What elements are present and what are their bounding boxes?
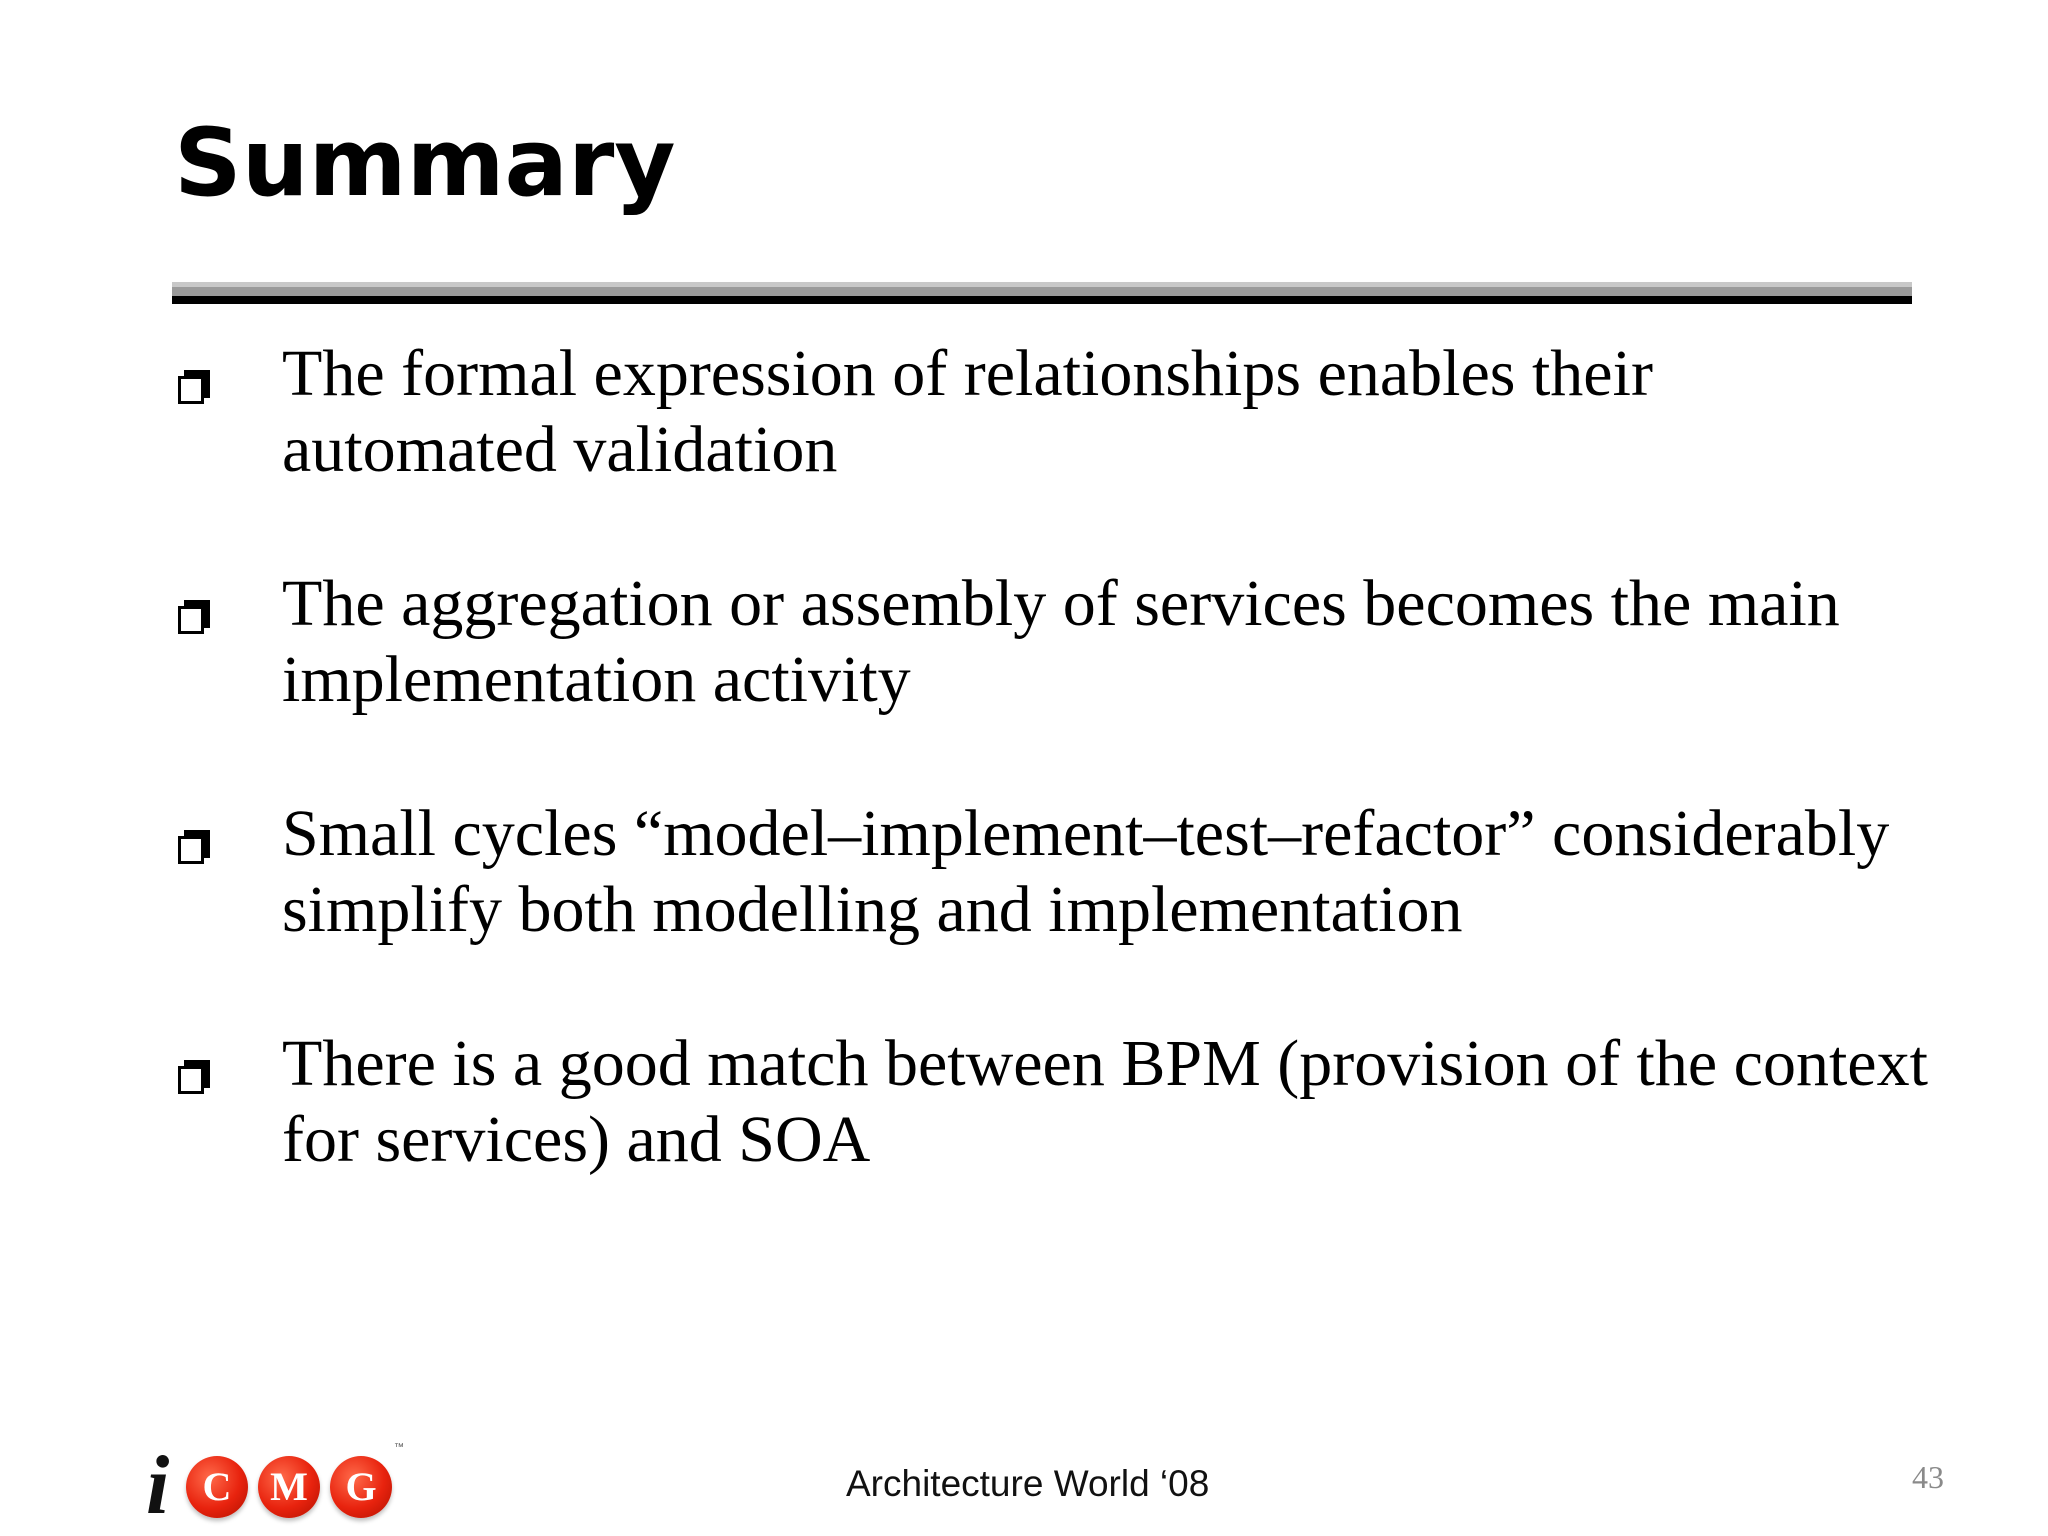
bullet-text: There is a good match between BPM (provision of the context for services) and SOA <box>282 1027 1928 1176</box>
bullet-text: The formal expression of relationships enables their automated validation <box>282 337 1653 486</box>
logo-letter-m: M <box>258 1456 320 1518</box>
logo-trademark: ™ <box>394 1442 404 1453</box>
hollow-square-bullet-icon <box>178 1060 208 1094</box>
logo-letter-c: C <box>186 1456 248 1518</box>
bullet-item <box>174 1026 1974 1256</box>
bullet-item <box>174 566 1974 796</box>
bullet-text: Small cycles “model–implement–test–refactor” considerably simplify both modelling and implementation <box>282 797 1890 946</box>
divider-mid-band <box>172 287 1912 296</box>
page-number: 43 <box>1912 1459 1944 1495</box>
divider-dark-band <box>172 296 1912 304</box>
footer-event-name: Architecture World ‘08 <box>846 1463 1210 1504</box>
hollow-square-bullet-icon <box>178 600 208 634</box>
icmg-logo <box>146 1439 410 1532</box>
bullet-item <box>174 796 1974 1026</box>
bullet-item <box>174 336 1974 566</box>
hollow-square-bullet-icon <box>178 370 208 404</box>
hollow-square-bullet-icon <box>178 830 208 864</box>
bullet-list <box>174 336 1974 1256</box>
bullet-text: The aggregation or assembly of services becomes the main implementation activity <box>282 567 1840 716</box>
title-divider <box>172 282 1912 306</box>
logo-letter-g: G <box>330 1456 392 1518</box>
logo-prefix: i <box>146 1439 170 1532</box>
slide-title: Summary <box>174 109 676 218</box>
